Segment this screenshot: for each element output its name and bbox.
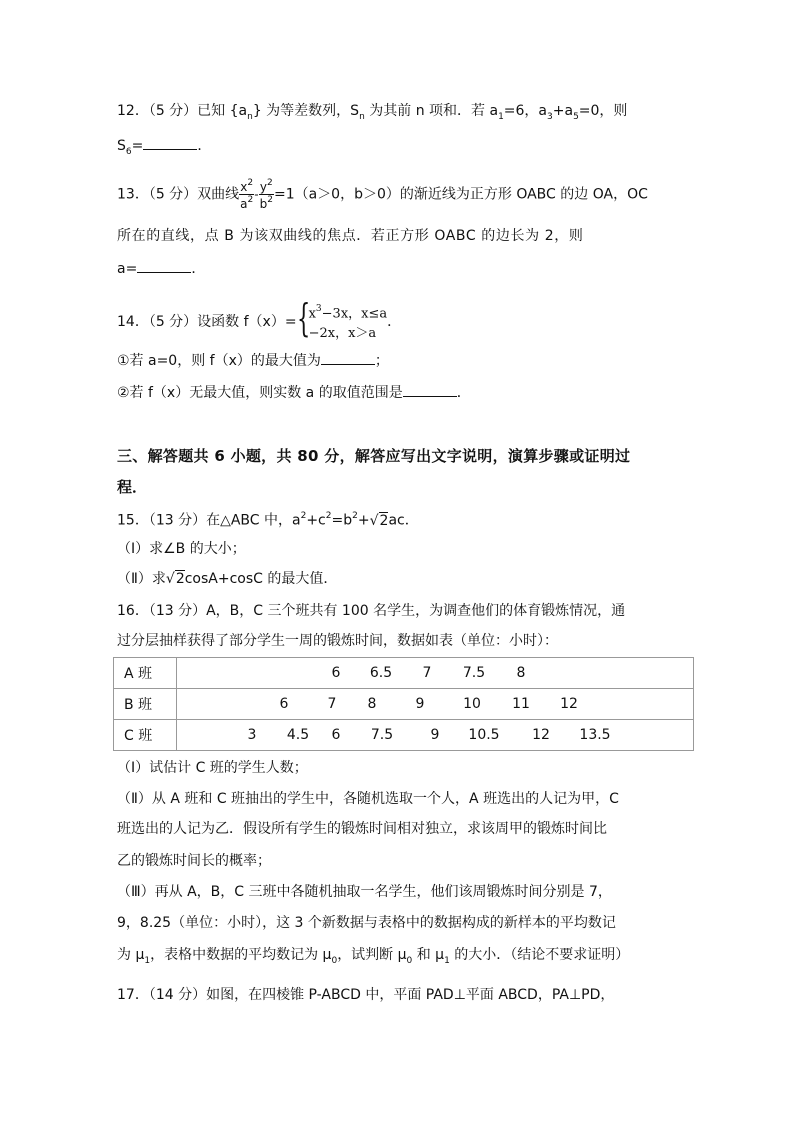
- table-cell: 8: [516, 665, 526, 681]
- table-cell: 9: [415, 696, 425, 712]
- table-cell: 11: [512, 696, 530, 712]
- q16-line2: 过分层抽样获得了部分学生一周的锻炼时间，数据如表（单位：小时）：: [117, 633, 558, 649]
- table-cell: 4.5: [286, 727, 310, 743]
- q16-part2-line2: 班选出的人记为乙．假设所有学生的锻炼时间相对独立，求该周甲的锻炼时间比: [117, 821, 607, 837]
- q13-line3: a= ．: [117, 261, 206, 277]
- row-label: B 班: [114, 689, 177, 720]
- table-cell: 10.5: [468, 727, 500, 743]
- q16-part2-line3: 乙的锻炼时间长的概率；: [117, 853, 271, 869]
- table-cell: 13.5: [579, 727, 611, 743]
- answer-blank: [137, 259, 191, 273]
- q12-line1: 12．（5 分）已知 $\{a_n\}$ 为等差数列，$S_n$ 为其前 n 项和．若 $a_1=6$，$a_3+a_5=0$，则: [117, 103, 628, 122]
- section3-heading-line1: 三、解答题共 6 小题，共 80 分，解答应写出文字说明，演算步骤或证明过: [117, 447, 631, 465]
- table-cell: 7: [422, 665, 432, 681]
- q15-part2: （Ⅱ）求√2cosA+cosC 的最大值．: [117, 571, 338, 587]
- q15-line1: 15．（13 分）在△ABC 中，$a^2+c^2=b^2+√2ac$．: [117, 511, 419, 529]
- q17-line1: 17．（14 分）如图，在四棱锥 P-ABCD 中，平面 PAD⊥平面 ABCD，PA⊥PD，: [117, 987, 615, 1003]
- row-label: A 班: [114, 658, 177, 689]
- table-cell: 12: [532, 727, 550, 743]
- q16-part3-line1: （Ⅲ）再从 A，B，C 三班中各随机抽取一名学生，他们该周锻炼时间分别是 7，: [117, 884, 612, 900]
- table-row: [114, 720, 694, 751]
- q16-line1: 16．（13 分）A，B，C 三个班共有 100 名学生，为调查他们的体育锻炼情况，通: [117, 603, 626, 619]
- table-cell: 6: [331, 727, 341, 743]
- q14-part1: ①若 a=0，则 f（x）的最大值为 ；: [117, 353, 389, 369]
- sqrt-2: √2: [369, 512, 389, 529]
- table-cell: 8: [367, 696, 377, 712]
- table-cell: 7.5: [462, 665, 486, 681]
- q12-line2: $S_6=$ ．: [117, 138, 212, 157]
- table-cell: 7: [327, 696, 337, 712]
- row-values: [177, 689, 694, 720]
- answer-blank: [321, 351, 375, 365]
- piecewise-function: { $x^3-3x$，x≤a −2x，x＞a: [296, 296, 388, 342]
- table-cell: 7.5: [370, 727, 394, 743]
- q16-part2-line1: （Ⅱ）从 A 班和 C 班抽出的学生中，各随机选取一个人，A 班选出的人记为甲，C: [117, 791, 619, 807]
- table-cell: 10: [463, 696, 481, 712]
- table-cell: 6.5: [369, 665, 393, 681]
- q14-part2: ②若 f（x）无最大值，则实数 a 的取值范围是 ．: [117, 385, 471, 401]
- table-cell: 9: [430, 727, 440, 743]
- q16-part3-line2: 9，8.25（单位：小时），这 3 个新数据与表格中的数据构成的新样本的平均数记: [117, 915, 616, 931]
- q13-line2: 所在的直线，点 B 为该双曲线的焦点．若正方形 OABC 的边长为 2，则: [117, 228, 584, 244]
- table-row: [114, 658, 694, 689]
- row-values: [177, 720, 694, 751]
- exercise-time-table: [113, 657, 694, 751]
- q15-part1: （Ⅰ）求∠B 的大小；: [117, 541, 246, 557]
- q16-part3-line3: 为 $\mu_1$，表格中数据的平均数记为 $\mu_0$，试判断 $\mu_0$ 和 $\mu_1$ 的大小．（结论不要求证明）: [117, 947, 630, 966]
- table-cell: 3: [247, 727, 257, 743]
- fraction-y2-b2: $\frac{y^2}{b^2}$: [259, 178, 273, 211]
- fraction-x2-a2: $\frac{x^2}{a^2}$: [240, 178, 254, 211]
- q16-part1: （Ⅰ）试估计 C 班的学生人数；: [117, 760, 308, 776]
- row-label: C 班: [114, 720, 177, 751]
- row-values: [177, 658, 694, 689]
- left-brace-icon: {: [296, 296, 310, 340]
- table-cell: 6: [279, 696, 289, 712]
- answer-blank: [403, 383, 457, 397]
- q14-line1: 14．（5 分）设函数 f（x）= { $x^3-3x$，x≤a −2x，x＞a ．: [117, 300, 401, 344]
- table-cell: 12: [560, 696, 578, 712]
- sqrt-2: √2: [165, 571, 185, 587]
- table-row: [114, 689, 694, 720]
- section3-heading-line2: 程．: [117, 478, 148, 496]
- table-cell: 6: [331, 665, 341, 681]
- answer-blank: [143, 136, 197, 150]
- q13-line1: 13．（5 分）双曲线 $\frac{x^2}{a^2}$ - $\frac{y^2}{b^2}$ =1（a＞0，b＞0）的渐近线为正方形 OABC 的边 OA，OC: [117, 178, 648, 211]
